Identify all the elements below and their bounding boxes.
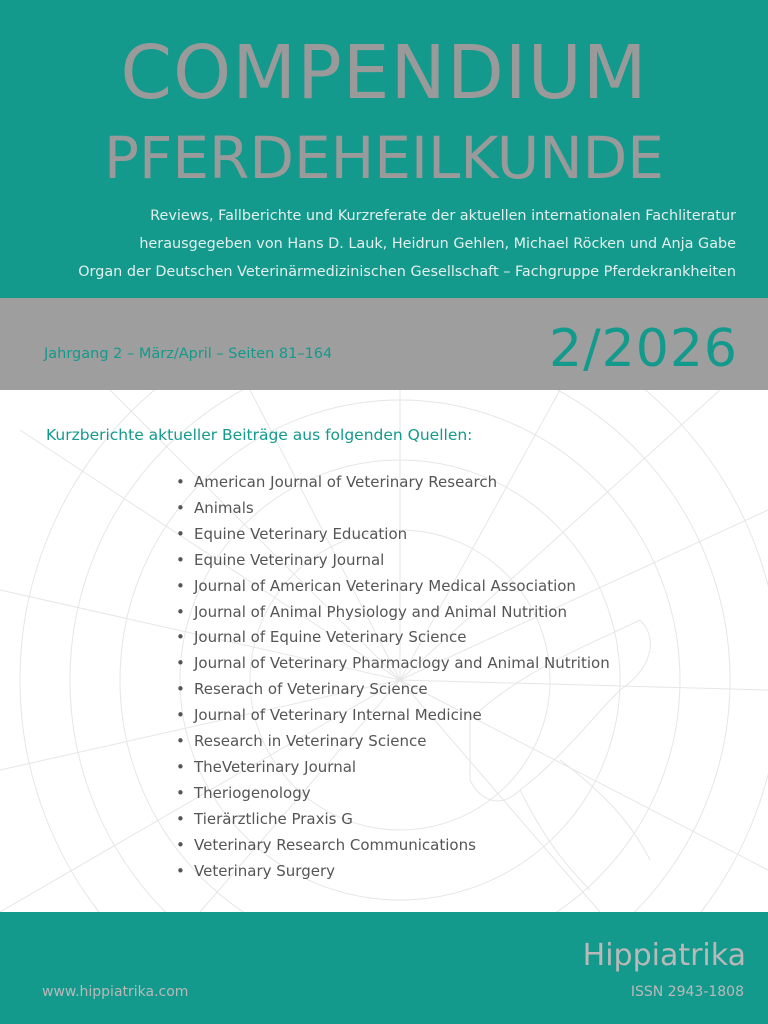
source-name: TheVeterinary Journal bbox=[194, 757, 357, 776]
source-item bbox=[176, 859, 610, 885]
source-name: Tierärztliche Praxis G bbox=[194, 809, 353, 828]
contents-area bbox=[0, 390, 768, 912]
source-name: Journal of American Veterinary Medical Association bbox=[194, 576, 576, 595]
subtitle-line3: Organ der Deutschen Veterinärmedizinischen Gesellschaft – Fachgruppe Pferdekrankheiten bbox=[78, 264, 736, 280]
website-link[interactable]: www.hippiatrika.com bbox=[42, 984, 189, 1000]
source-item bbox=[176, 496, 610, 522]
bullet-icon: • bbox=[176, 680, 185, 699]
source-name: Journal of Veterinary Pharmaclogy and Animal Nutrition bbox=[194, 654, 610, 673]
bullet-icon: • bbox=[176, 861, 185, 880]
bullet-icon: • bbox=[176, 602, 185, 621]
source-item bbox=[176, 781, 610, 807]
bullet-icon: • bbox=[176, 524, 185, 543]
source-name: Theriogenology bbox=[194, 783, 311, 802]
source-name: Animals bbox=[194, 498, 254, 517]
source-item bbox=[176, 600, 610, 626]
source-item bbox=[176, 755, 610, 781]
source-item bbox=[176, 470, 610, 496]
source-name: American Journal of Veterinary Research bbox=[194, 473, 498, 491]
publisher-name: Hippiatrika bbox=[582, 938, 746, 973]
bullet-icon: • bbox=[176, 706, 185, 725]
source-item bbox=[176, 574, 610, 600]
issn-label: ISSN 2943-1808 bbox=[630, 984, 744, 1000]
source-item bbox=[176, 548, 610, 574]
source-item bbox=[176, 625, 610, 651]
source-item bbox=[176, 729, 610, 755]
source-item bbox=[176, 677, 610, 703]
source-item bbox=[176, 833, 610, 859]
sources-list bbox=[176, 470, 610, 885]
bullet-icon: • bbox=[176, 473, 185, 491]
source-name: Reserach of Veterinary Science bbox=[194, 680, 428, 699]
bullet-icon: • bbox=[176, 628, 185, 647]
issue-number: 2/2026 bbox=[549, 319, 738, 379]
source-name: Veterinary Research Communications bbox=[194, 835, 476, 854]
source-item bbox=[176, 703, 610, 729]
subtitle-line2: herausgegeben von Hans D. Lauk, Heidrun Gehlen, Michael Röcken und Anja Gabe bbox=[139, 236, 736, 252]
source-name: Journal of Veterinary Internal Medicine bbox=[194, 706, 482, 725]
bullet-icon: • bbox=[176, 732, 185, 751]
source-name: Veterinary Surgery bbox=[194, 861, 336, 880]
bullet-icon: • bbox=[176, 498, 185, 517]
bullet-icon: • bbox=[176, 809, 185, 828]
source-item bbox=[176, 522, 610, 548]
source-name: Journal of Equine Veterinary Science bbox=[194, 628, 467, 647]
source-item bbox=[176, 807, 610, 833]
journal-title-line1: COMPENDIUM bbox=[120, 30, 648, 116]
bullet-icon: • bbox=[176, 835, 185, 854]
bullet-icon: • bbox=[176, 783, 185, 802]
source-name: Equine Veterinary Journal bbox=[194, 550, 385, 569]
journal-title-line2: PFERDEHEILKUNDE bbox=[104, 124, 664, 192]
source-name: Equine Veterinary Education bbox=[194, 524, 408, 543]
bullet-icon: • bbox=[176, 550, 185, 569]
source-name: Journal of Animal Physiology and Animal Nutrition bbox=[194, 602, 567, 621]
bullet-icon: • bbox=[176, 654, 185, 673]
issue-info: Jahrgang 2 – März/April – Seiten 81–164 bbox=[44, 346, 333, 362]
sources-heading: Kurzberichte aktueller Beiträge aus folgenden Quellen: bbox=[46, 426, 473, 444]
source-item bbox=[176, 651, 610, 677]
source-name: Research in Veterinary Science bbox=[194, 732, 427, 751]
bullet-icon: • bbox=[176, 757, 185, 776]
bullet-icon: • bbox=[176, 576, 185, 595]
subtitle-line1: Reviews, Fallberichte und Kurzreferate der aktuellen internationalen Fachliteratur bbox=[150, 208, 736, 224]
